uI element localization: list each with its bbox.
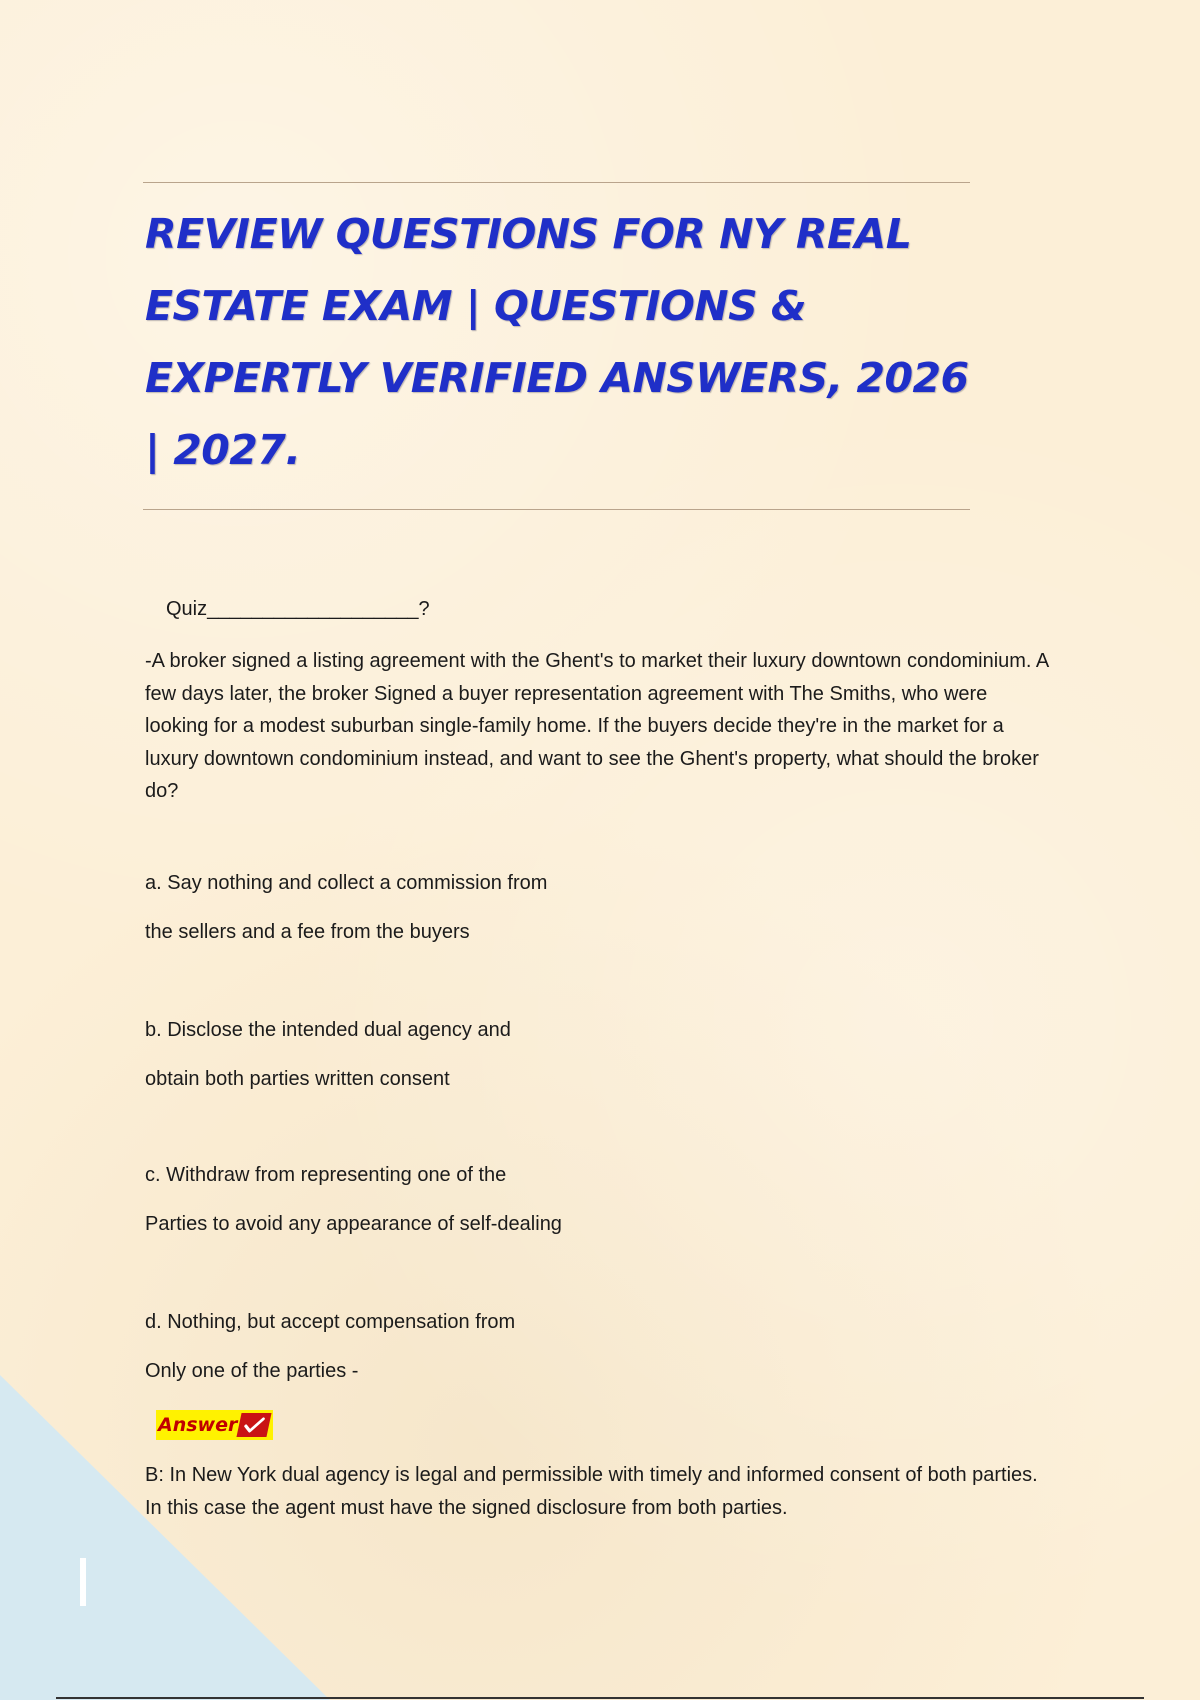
checkmark-icon bbox=[237, 1413, 272, 1437]
document-title: REVIEW QUESTIONS FOR NY REAL ESTATE EXAM | QUESTIONS & EXPERTLY VERIFIED ANSWERS, 2026 | 2027. bbox=[145, 210, 969, 474]
option-d-line1: d. Nothing, but accept compensation from bbox=[145, 1311, 516, 1333]
option-a-line2: the sellers and a fee from the buyers bbox=[145, 921, 470, 943]
page-bottom-rule bbox=[56, 1697, 1144, 1699]
option-b-line1: b. Disclose the intended dual agency and bbox=[145, 1019, 511, 1041]
title-top-rule bbox=[143, 182, 970, 183]
answer-explanation: B: In New York dual agency is legal and permissible with timely and informed consent of both parties. In this case the agent must have the signed disclosure from both parties. bbox=[145, 1464, 1038, 1519]
option-a-line1: a. Say nothing and collect a commission from bbox=[145, 872, 548, 894]
option-c-line1: c. Withdraw from representing one of the bbox=[145, 1164, 507, 1186]
question-text: -A broker signed a listing agreement with the Ghent's to market their luxury downtown condominium. A few days later, the broker Signed a buyer representation agreement with The Smiths, who were looking for a modest suburban single-family home. If the buyers decide they're in the market for a luxury downtown condominium instead, and want to see the Ghent's property, what should the broker do? bbox=[145, 650, 1049, 802]
option-c-line2: Parties to avoid any appearance of self-dealing bbox=[145, 1213, 562, 1235]
corner-bar bbox=[80, 1558, 86, 1606]
answer-badge bbox=[156, 1410, 273, 1440]
option-d-line2: Only one of the parties - bbox=[145, 1360, 359, 1382]
quiz-label: Quiz___________________? bbox=[166, 598, 430, 620]
option-b-line2: obtain both parties written consent bbox=[145, 1068, 450, 1090]
title-bottom-rule bbox=[143, 509, 970, 510]
answer-label: Answer bbox=[158, 1414, 238, 1436]
